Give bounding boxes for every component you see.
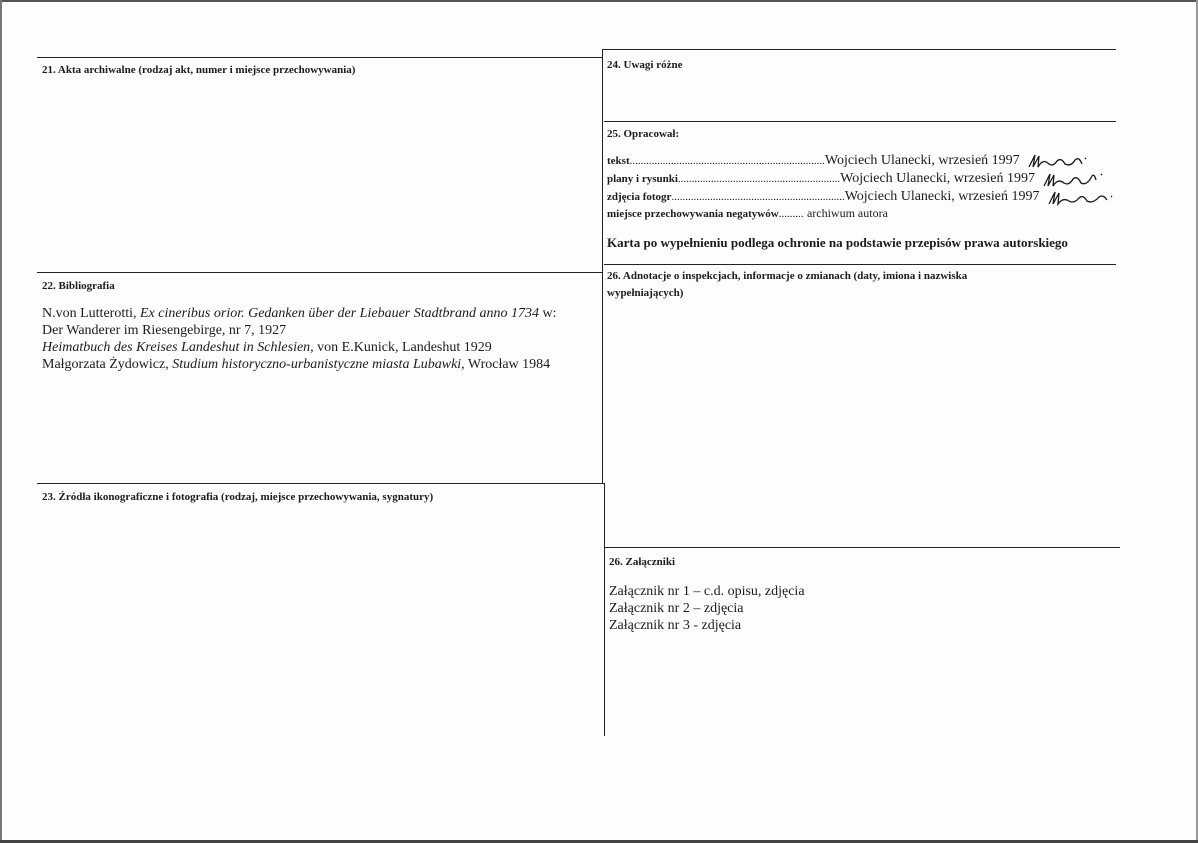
bibliography-entry: Der Wanderer im Riesengebirge, nr 7, 1927 [42,323,287,338]
section-26a-header-line: 26. Adnotacje o inspekcjach, informacje o zmianach (daty, imiona i nazwiska [607,270,968,282]
rule-section-23 [37,483,604,484]
signature-image [1047,188,1117,206]
credit-dots: ............................................................... [671,191,845,204]
credit-row-negatives [607,206,888,224]
section-26a-header [607,269,967,300]
scan-border-left [0,0,2,843]
section-24-header: 24. Uwagi różne [607,59,683,71]
scan-border-top [0,0,1198,2]
negatives-dots: ......... [778,208,804,220]
section-26a-header-line: wypełniających) [607,287,684,299]
credit-value: Wojciech Ulanecki, wrzesień 1997 [840,171,1035,187]
bibliography-entry: Heimatbuch des Kreises Landeshut in Schlesien, von E.Kunick, Landeshut 1929 [42,340,492,355]
signature-image [1042,170,1112,188]
copyright-notice: Karta po wypełnieniu podlega ochronie na podstawie przepisów prawa autorskiego [607,235,1068,250]
bibliography-list [42,305,556,373]
attachment-item: Załącznik nr 3 - zdjęcia [609,618,742,633]
credit-row-plans [607,170,1112,188]
credit-value: Wojciech Ulanecki, wrzesień 1997 [844,189,1040,205]
column-divider-lower [604,483,605,736]
credit-dots: ....................................................................... [629,155,825,168]
credit-label: tekst [607,155,630,168]
credit-label: plany i rysunki [607,173,678,186]
rule-section-22 [37,272,602,273]
credit-label: zdjęcia fotogr [607,191,672,204]
bibliography-entry: Małgorzata Żydowicz, Studium historyczno-urbanistyczne miasta Lubawki, Wrocław 1984 [42,357,551,372]
credit-row-text [607,152,1097,170]
section-26b-header: 26. Załączniki [609,556,676,568]
section-23-header: 23. Źródła ikonograficzne i fotografia (rodzaj, miejsce przechowywania, sygnatury) [42,491,434,503]
attachment-item: Załącznik nr 2 – zdjęcia [609,601,744,616]
rule-top-left [37,57,602,58]
signature-image [1027,152,1097,170]
bibliography-entry: N.von Lutterotti, Ex cineribus orior. Gedanken über der Liebauer Stadtbrand anno 1734 w: [42,306,557,321]
credit-value: Wojciech Ulanecki, wrzesień 1997 [824,153,1020,169]
rule-section-25 [604,121,1116,122]
credit-row-photos [607,188,1117,206]
negatives-value: archiwum autora [806,206,888,220]
section-22-header: 22. Bibliografia [42,280,115,292]
section-25-header: 25. Opracował: [607,128,680,140]
attachment-item: Załącznik nr 1 – c.d. opisu, zdjęcia [609,584,805,599]
credit-dots: ........................................................... [677,173,841,186]
negatives-label: miejsce przechowywania negatywów [607,208,779,220]
rule-top-right [602,49,1116,50]
rule-section-26a [604,264,1116,265]
rule-section-26b [604,547,1120,548]
attachments-list [609,583,805,634]
column-divider [602,49,603,484]
section-21-header: 21. Akta archiwalne (rodzaj akt, numer i miejsce przechowywania) [42,64,356,76]
